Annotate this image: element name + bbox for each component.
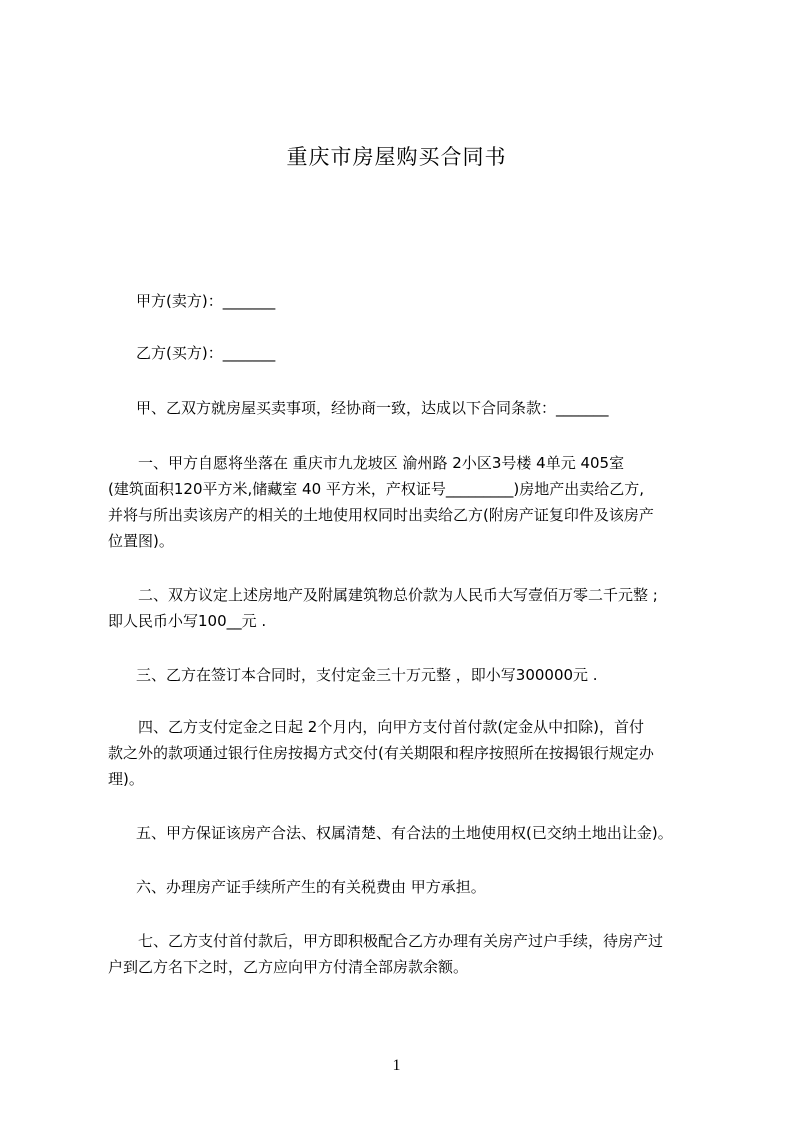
buyer-line: [108, 340, 704, 366]
clause-4: [108, 714, 704, 792]
clause-1-line: 一、甲方自愿将坐落在 重庆市九龙坡区 渝州路 2小区3号楼 4单元 405室: [138, 454, 625, 472]
seller-line: [108, 288, 704, 314]
clause-5: [108, 820, 704, 846]
clause-2-line: 二、双方议定上述房地产及附属建筑物总价款为人民币大写壹佰万零二千元整 ;: [138, 586, 658, 604]
document-title: 重庆市房屋购买合同书: [286, 145, 507, 169]
clause-7-line: 户到乙方名下之时，乙方应向甲方付清全部房款余额。: [108, 958, 469, 976]
intro-line: [108, 395, 704, 421]
clause-1-line: 并将与所出卖该房产的相关的土地使用权同时出卖给乙方(附房产证复印件及该房产: [108, 506, 654, 524]
clause-7: [108, 928, 704, 980]
clause-1: [108, 450, 704, 554]
clause-6: [108, 874, 704, 900]
page-number: 1: [392, 1057, 401, 1074]
clause-4-line: 四、乙方支付定金之日起 2个月内，向甲方支付首付款(定金从中扣除)，首付: [138, 718, 645, 736]
clause-2: [108, 582, 704, 634]
clause-5-line: 五、甲方保证该房产合法、权属清楚、有合法的土地使用权(已交纳土地出让金)。: [136, 824, 673, 842]
clause-6-line: 六、办理房产证手续所产生的有关税费由 甲方承担。: [136, 878, 486, 896]
clause-4-line: 款之外的款项通过银行住房按揭方式交付(有关期限和程序按照所在按揭银行规定办: [108, 744, 654, 762]
clause-1-line: 位置图)。: [108, 532, 174, 550]
seller-line-text: 甲方(卖方)：_______: [136, 292, 276, 310]
clause-1-line: (建筑面积120平方米,储藏室 40 平方米，产权证号_________)房地产出卖给乙方,: [108, 480, 644, 498]
clause-2-line: 即人民币小写100__元 .: [108, 612, 267, 630]
clause-4-line: 理)。: [108, 770, 144, 788]
buyer-line-text: 乙方(买方)：_______: [136, 344, 276, 362]
intro-line-text: 甲、乙双方就房屋买卖事项，经协商一致，达成以下合同条款：_______: [136, 399, 609, 417]
clause-3-line: 三、乙方在签订本合同时，支付定金三十万元整 ，即小写300000元 .: [136, 666, 598, 684]
clause-7-line: 七、乙方支付首付款后，甲方即积极配合乙方办理有关房产过户手续，待房产过: [138, 932, 664, 950]
clause-3: [108, 662, 704, 688]
